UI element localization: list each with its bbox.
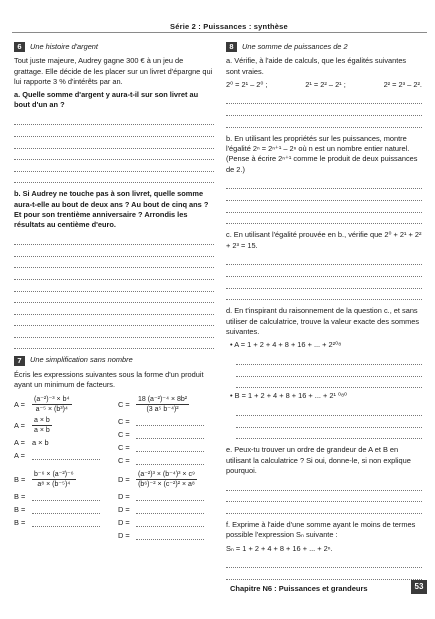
expression-A: A = $\frac{\text{(a⁻²)⁻³ × b⁴}}{\text{a⁻⁵ × (b³)⁴}}$ xyxy=(14,396,70,414)
answer-line[interactable] xyxy=(226,93,422,105)
answer-field[interactable] xyxy=(136,456,204,465)
answer-field[interactable] xyxy=(32,492,100,501)
question-8a: a. Vérifie, à l'aide de calculs, que les égalités suivantes sont vraies. xyxy=(226,56,407,76)
answer-line[interactable] xyxy=(226,189,422,201)
answer-field[interactable] xyxy=(136,430,204,439)
answer-field[interactable] xyxy=(136,531,204,540)
question-8f: f. Exprime à l'aide d'une somme ayant le moins de termes possible l'expression Sₙ suivante : xyxy=(226,519,416,540)
equalities-row: 2⁰ = 2¹ – 2⁰ ; 2¹ = 2² – 2¹ ; 2² = 2³ – 2². xyxy=(226,80,422,90)
fraction: $\frac{\text{b⁻⁶ × (a⁻²)⁻⁶}}{\text{a⁸ × (b⁻⁵)⁴}}$ xyxy=(34,471,74,489)
answer-field[interactable] xyxy=(136,443,204,452)
expression-D: D = $\frac{\text{(a⁻²)³ × (b⁻⁴)³ × c⁹}}{\text{(b⁶)⁻² × (c⁻²)² × a⁸}}$ xyxy=(118,471,195,489)
question-8c: c. En utilisant l'égalité prouvée en b., vérifie que 2⁰ + 2¹ + 2² + 2³ = 15. xyxy=(226,230,422,250)
exercise-6-header xyxy=(14,42,214,52)
answer-line[interactable] xyxy=(14,245,214,257)
question-6b: b. Si Audrey ne touche pas à son livret, quelle somme aura-t-elle au bout de deux ans ? Au bout de cinq ans ? Et pour son trentième anniversaire ? Arrondis les résultats au centième d'euro. xyxy=(14,189,209,230)
expression-C: C = $\frac{\text{18 (a⁻²)⁻⁴ × 8b²}}{\text{(3 a⁵ b⁻⁴)²}}$ xyxy=(118,396,188,414)
fraction: $\frac{\text{(a⁻²)⁻³ × b⁴}}{\text{a⁻⁵ × (b³)⁴}}$ xyxy=(34,396,70,414)
exercise-6-intro: Tout juste majeure, Audrey gagne 300 € à un jeu de grattage. Elle décide de les placer sur un livret d'épargne qui lui rapporte 3 % d'intérêts par an. xyxy=(14,56,213,86)
exercise-number-badge: 7 xyxy=(14,356,25,366)
question-8e: e. Peux-tu trouver un ordre de grandeur de A et B en utilisant la calculatrice ? Si oui, donne-le, si non explique pourquoi. xyxy=(226,445,411,475)
answer-line[interactable] xyxy=(14,114,214,126)
sum-Sn: Sₙ = 1 + 2 + 4 + 8 + 16 + ... + 2ⁿ. xyxy=(226,543,333,553)
exercise-7-intro: Écris les expressions suivantes sous la forme d'un produit ayant un minimum de facteurs. xyxy=(14,369,204,390)
expression-A-step: A = a × b xyxy=(14,437,49,447)
answer-line[interactable] xyxy=(236,377,422,389)
answer-line[interactable] xyxy=(226,277,422,289)
page-header: Série 2 : Puissances : synthèse xyxy=(170,22,288,31)
answer-line[interactable] xyxy=(226,178,422,190)
answer-line[interactable] xyxy=(14,172,214,184)
answer-line[interactable] xyxy=(236,353,422,365)
sum-B: • B = 1 + 2 + 4 + 8 + 16 + ... + 2¹ ⁰⁸⁰ xyxy=(230,391,348,401)
answer-line[interactable] xyxy=(14,257,214,269)
answer-line[interactable] xyxy=(14,315,214,327)
chapter-footer: Chapitre N6 : Puissances et grandeurs xyxy=(230,584,368,593)
right-column xyxy=(226,42,422,580)
exercise-title: Une simplification sans nombre xyxy=(30,355,133,365)
answer-field[interactable] xyxy=(136,492,204,501)
answer-field[interactable] xyxy=(32,451,100,460)
answer-line[interactable] xyxy=(236,416,422,428)
sum-A: • A = 1 + 2 + 4 + 8 + 16 + ... + 2²⁰⁸ xyxy=(230,340,342,350)
question-8b: b. En utilisant les propriétés sur les puissances, montre l'égalité 2ⁿ = 2ⁿ⁺¹ – 2ⁿ où n est un nombre entier naturel. (Pense à écrire 2ⁿ⁺¹ comme le produit de deux puissances de 2.) xyxy=(226,133,418,174)
answer-line[interactable] xyxy=(226,265,422,277)
answer-line[interactable] xyxy=(14,280,214,292)
answer-field[interactable] xyxy=(32,505,100,514)
answer-line[interactable] xyxy=(14,326,214,338)
answer-line[interactable] xyxy=(226,479,422,491)
expression-A-answer: A = xyxy=(14,450,110,461)
left-column xyxy=(14,42,214,543)
answer-line[interactable] xyxy=(226,289,422,301)
answer-field[interactable] xyxy=(32,518,100,527)
answer-line[interactable] xyxy=(226,502,422,514)
answer-line[interactable] xyxy=(226,254,422,266)
answer-field[interactable] xyxy=(136,417,204,426)
answer-line[interactable] xyxy=(14,292,214,304)
answer-line[interactable] xyxy=(14,137,214,149)
fraction: $\frac{\text{(a⁻²)³ × (b⁻⁴)³ × c⁹}}{\text{(b⁶)⁻² × (c⁻²)² × a⁸}}$ xyxy=(138,471,195,489)
expressions-AC: A = $\frac{\text{(a⁻²)⁻³ × b⁴}}{\text{a⁻⁵ × (b³)⁴}}$ A = $\frac{a \times b}{a \times b}$ A = a × b A = C = $\frac{\text{18 (a⁻²)⁻⁴ × 8b²}}{\text{(3 a⁵ b⁻⁴)²}}$ C = C = C = C = xyxy=(14,393,214,468)
answer-line[interactable] xyxy=(14,338,214,350)
question-8d: d. En t'inspirant du raisonnement de la question c., et sans utiliser de calculatrice, trouve la valeur exacte des sommes suivantes. xyxy=(226,306,420,336)
exercise-number-badge: 8 xyxy=(226,42,237,52)
header-rule xyxy=(12,32,427,33)
answer-line[interactable] xyxy=(226,104,422,116)
exercise-title: Une somme de puissances de 2 xyxy=(242,42,348,51)
exercise-title: Une histoire d'argent xyxy=(30,42,98,51)
answer-line[interactable] xyxy=(236,404,422,416)
exercise-8-header xyxy=(226,42,422,52)
answer-line[interactable] xyxy=(226,213,422,225)
fraction-to-fill[interactable]: $\frac{a \times b}{a \times b}$ xyxy=(34,417,50,435)
answer-line[interactable] xyxy=(236,428,422,440)
question-6a: a. Quelle somme d'argent y aura-t-il sur son livret au bout d'un an ? xyxy=(14,90,199,110)
answer-line[interactable] xyxy=(226,568,422,580)
expression-A-step: A = $\frac{a \times b}{a \times b}$ xyxy=(14,417,50,435)
answer-line[interactable] xyxy=(236,365,422,377)
answer-line[interactable] xyxy=(14,234,214,246)
answer-line[interactable] xyxy=(14,268,214,280)
expression-B: B = $\frac{\text{b⁻⁶ × (a⁻²)⁻⁶}}{\text{a⁸ × (b⁻⁵)⁴}}$ xyxy=(14,471,74,489)
answer-line[interactable] xyxy=(226,201,422,213)
answer-line[interactable] xyxy=(226,491,422,503)
expressions-BD: B = $\frac{\text{b⁻⁶ × (a⁻²)⁻⁶}}{\text{a⁸ × (b⁻⁵)⁴}}$ B = B = B = D = $\frac{\text{(a⁻²)³ × (b⁻⁴)³ × c⁹}}{\text{(b⁶)⁻² × (c⁻²)² × a⁸}}$ D = D = D = D = xyxy=(14,468,214,543)
answer-field[interactable] xyxy=(136,518,204,527)
exercise-number-badge: 6 xyxy=(14,42,25,52)
answer-line[interactable] xyxy=(14,160,214,172)
answer-line[interactable] xyxy=(14,125,214,137)
answer-line[interactable] xyxy=(14,149,214,161)
page-number: 53 xyxy=(411,580,427,594)
answer-field[interactable] xyxy=(136,505,204,514)
answer-line[interactable] xyxy=(226,557,422,569)
answer-line[interactable] xyxy=(14,303,214,315)
fraction: $\frac{\text{18 (a⁻²)⁻⁴ × 8b²}}{\text{(3 a⁵ b⁻⁴)²}}$ xyxy=(138,396,188,414)
answer-line[interactable] xyxy=(226,116,422,128)
exercise-7-header xyxy=(14,355,214,365)
